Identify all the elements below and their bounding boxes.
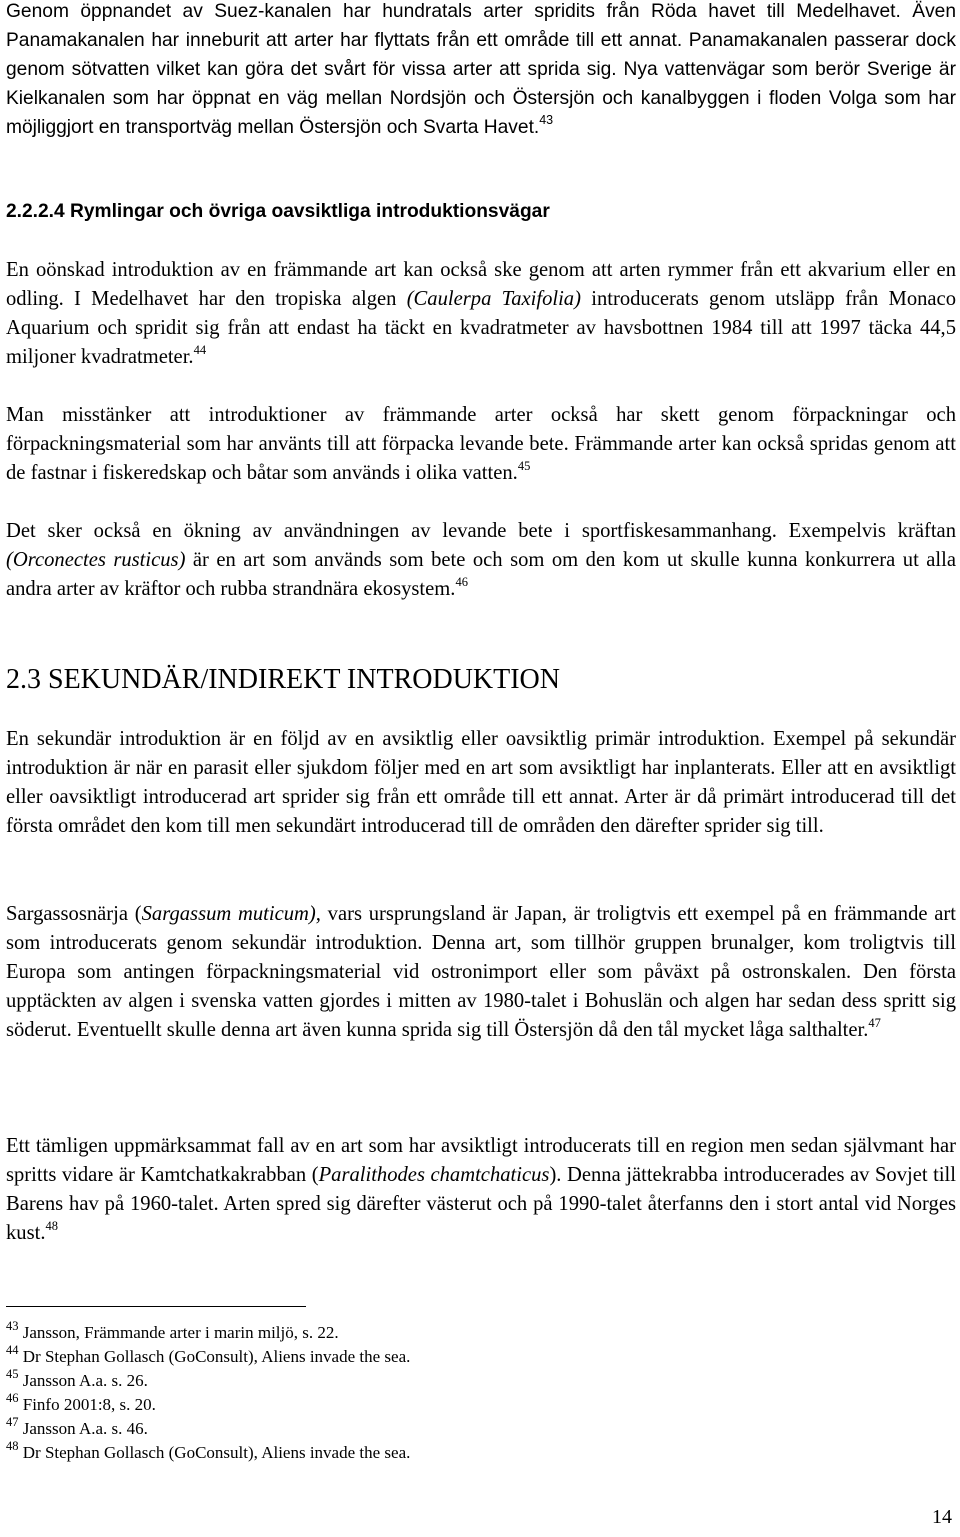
paragraph-sargassum: Sargassosnärja (Sargassum muticum), vars ursprungsland är Japan, är troligtvis ett exempel på en främmande art som introducerats genom sekundär introduktion. Denna art, som tillhör gruppen brunalger, kom troligtvis till Europa som antingen förpackningsmaterial vid ostronimport eller som påväxt på ostronskalen. Den första upptäckten av algen i svenska vatten gjordes i mitten av 1980-talet i Bohuslän och algen har sedan dess spritt sig söderut. Eventuellt skulle denna art även kunna sprida sig till Östersjön då den tål mycket låga salthalter.$^{47}$ [6,903,956,1041]
footnote-ref-45[interactable]: 45 [517,458,531,473]
footnote-ref-44[interactable]: 44 [193,342,207,357]
footnote-ref-43[interactable]: 43 [539,113,554,128]
paragraph-packaging: Man misstänker att introduktioner av främmande arter också har skett genom förpackningar och förpackningsmaterial som har använts till att förpacka levande bete. Främmande arter kan också spridas genom att de fastnar i fiskeredskap och båtar som används i olika vatten.$^{45}$ [6,404,956,484]
page-number: 14 [932,1506,952,1528]
footnote-47: $^{47}$ Jansson A.a. s. 46. [6,1415,148,1438]
footnote-46: $^{46}$ Finfo 2001:8, s. 20. [6,1391,156,1414]
footnote-44: $^{44}$ Dr Stephan Gollasch (GoConsult), Aliens invade the sea. [6,1343,411,1366]
footnote-ref-48[interactable]: 48 [45,1218,58,1233]
footnote-43: $^{43}$ Jansson, Främmande arter i marin miljö, s. 22. [6,1319,339,1342]
section-heading-secondary: 2.3 SEKUNDÄR/INDIREKT INTRODUKTION [6,664,560,695]
paragraph-king-crab: Ett tämligen uppmärksammat fall av en art som har avsiktligt introducerats till en region men sedan självmant har spritts vidare är Kamtchatkakrabban (Paralithodes chamtchaticus). Denna jättekrabba introducerades av Sovjet till Barens hav på 1960-talet. Arten spred sig därefter västerut och på 1990-talet återfanns den i stort antal vid Norges kust.$^{48}$ [6,1135,956,1244]
footnote-divider [6,1306,306,1307]
footnote-ref-47[interactable]: 47 [868,1015,881,1030]
footnote-45: $^{45}$ Jansson A.a. s. 26. [6,1367,148,1390]
paragraph-canals: Genom öppnandet av Suez-kanalen har hundratals arter spridits från Röda havet till Medelhavet. Även Panamakanalen har inneburit att arter har flyttats från ett område till ett annat. Panamakanalen passerar dock genom sötvatten vilket kan göra det svårt för vissa arter att sprida sig. Nya vattenvägar som berör Sverige är Kielkanalen som har öppnat en väg mellan Nordsjön och Östersjön och kanalbyggen i floden Volga som har möjliggjort en transportväg mellan Östersjön och Svarta Havet.$^{43}$ [6,1,956,138]
paragraph-live-bait: Det sker också en ökning av användningen av levande bete i sportfiskesammanhang. Exempelvis kräftan (Orconectes rusticus) är en art som används som bete och som om den kom ut skulle kunna konkurrera ut alla andra arter av kräftor och rubba strandnära ekosystem.$^{46}$ [6,520,956,600]
footnote-ref-46[interactable]: 46 [455,574,468,589]
footnote-48: $^{48}$ Dr Stephan Gollasch (GoConsult), Aliens invade the sea. [6,1439,411,1462]
section-heading-escapes: 2.2.2.4 Rymlingar och övriga oavsiktliga introduktionsvägar [6,201,550,222]
paragraph-secondary-intro: En sekundär introduktion är en följd av en avsiktlig eller oavsiktlig primär introduktion. Exempel på sekundär introduktion är när en parasit eller sjukdom följer med en art som avsiktligt har inplanterats. Eller att en avsiktligt eller oavsiktligt introducerad art sprider sig från ett område till ett annat. Arter är då primärt introducerad till det första området den kom till men sekundärt introducerad till de områden den därefter sprider sig till. [6,728,956,837]
paragraph-escapes: En oönskad introduktion av en främmande art kan också ske genom att arten rymmer från ett akvarium eller en odling. I Medelhavet har den tropiska algen (Caulerpa Taxifolia) introducerats genom utsläpp från Monaco Aquarium och spridit sig från att endast ha täckt en kvadratmeter av havsbottnen 1984 till att 1997 täcka 44,5 miljoner kvadratmeter.$^{44}$ [6,259,956,368]
